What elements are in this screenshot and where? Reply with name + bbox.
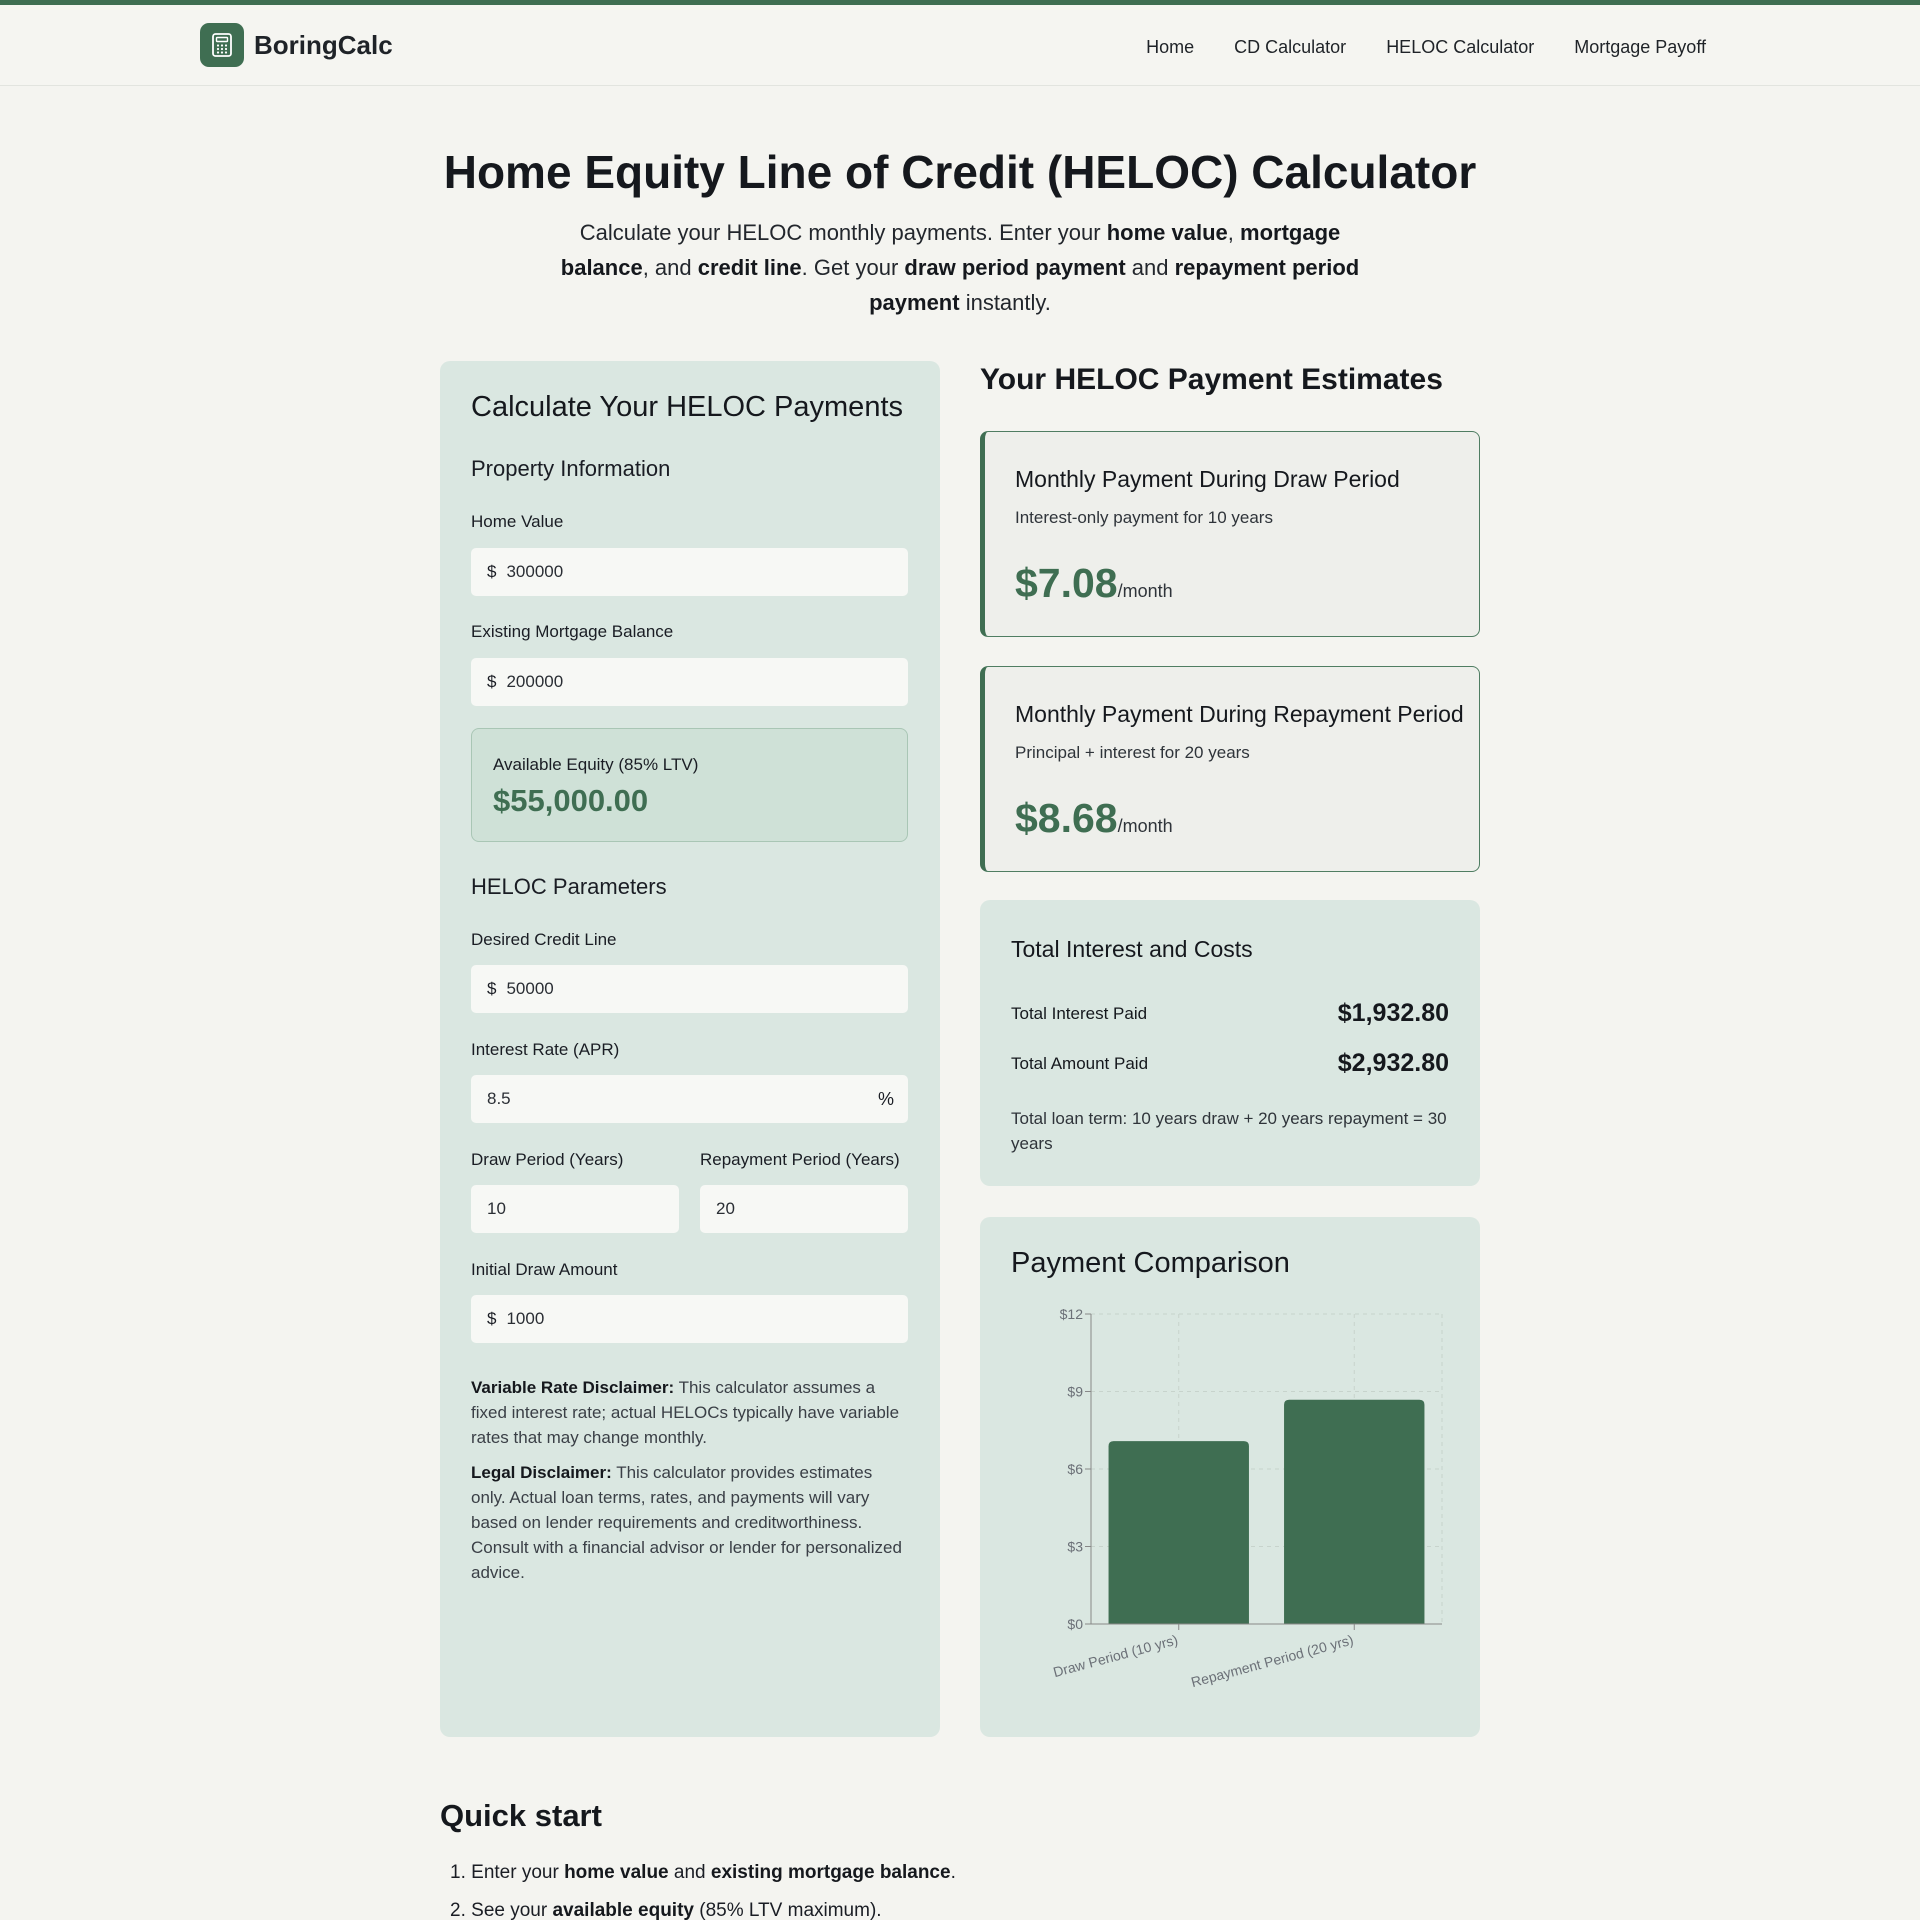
y-tick-label: $3 [1067, 1538, 1083, 1555]
list-number: 2. [450, 1900, 466, 1920]
variable-rate-disclaimer-text: This calculator assumes a fixed interest rate; actual HELOCs typically have variable rates that may change monthly. [471, 1378, 900, 1447]
legal-disclaimer [471, 1460, 911, 1585]
total-loan-term-note: Total loan term: 10 years draw + 20 years repayment = 30 years [1011, 1109, 1447, 1153]
interest-rate-input[interactable] [471, 1075, 908, 1123]
repay-payment-unit: /month [1117, 816, 1173, 836]
brand[interactable] [200, 23, 393, 67]
repayment-period-payment-card [980, 666, 1480, 872]
repay-payment-value: $8.68 [1015, 795, 1118, 841]
list-text: Enter your [471, 1862, 565, 1883]
draw-payment-subtitle: Interest-only payment for 10 years [1015, 508, 1273, 527]
credit-line-label: Desired Credit Line [471, 930, 617, 949]
nav-link-mortgage-payoff[interactable]: Mortgage Payoff [1574, 37, 1706, 57]
total-interest-label: Total Interest Paid [1011, 1003, 1148, 1023]
list-text: See your [471, 1900, 553, 1920]
available-equity-label: Available Equity (85% LTV) [493, 755, 699, 774]
home-value-label: Home Value [471, 512, 564, 531]
draw-period-payment-card [980, 431, 1480, 637]
draw-payment-unit: /month [1117, 581, 1173, 601]
available-equity-value: $55,000.00 [493, 783, 649, 818]
total-amount-row [1011, 1049, 1449, 1078]
list-text: (85% LTV maximum). [693, 1900, 882, 1920]
intro-emphasis: draw period payment [904, 255, 1126, 280]
total-interest-row [1011, 999, 1449, 1028]
calculator-icon [200, 23, 244, 67]
intro-emphasis: repayment period payment [869, 255, 1360, 315]
intro-text: and [1125, 255, 1175, 280]
repayment-period-input[interactable] [700, 1185, 908, 1233]
heloc-params-section-title: HELOC Parameters [471, 874, 667, 899]
percent-suffix: % [877, 1088, 894, 1109]
interest-rate-label: Interest Rate (APR) [471, 1040, 620, 1059]
repayment-period-label: Repayment Period (Years) [700, 1150, 900, 1169]
variable-rate-disclaimer [471, 1375, 911, 1450]
mortgage-balance-label: Existing Mortgage Balance [471, 622, 674, 641]
mortgage-balance-text: 200000 [506, 672, 564, 691]
legal-disclaimer-text: This calculator provides estimates only. Actual loan terms, rates, and payments will vary based on lender requirements and creditworthiness. Consult with a financial advisor or lender for personalized advice. [471, 1463, 902, 1582]
intro-text: , and [642, 255, 698, 280]
dollar-prefix: $ [487, 672, 497, 691]
dollar-prefix: $ [487, 979, 497, 998]
repayment-period-text: 20 [716, 1199, 735, 1218]
credit-line-input[interactable] [471, 965, 908, 1013]
total-amount-label: Total Amount Paid [1011, 1053, 1149, 1073]
x-tick-label: Draw Period (10 yrs) [1051, 1631, 1180, 1681]
dollar-prefix: $ [487, 1309, 497, 1328]
heloc-form-card [440, 361, 940, 1737]
intro-text: . Get your [801, 255, 905, 280]
payment-comparison-card [980, 1217, 1480, 1737]
repay-payment-subtitle: Principal + interest for 20 years [1015, 743, 1250, 762]
nav-link-heloc-calculator[interactable]: HELOC Calculator [1386, 37, 1535, 57]
total-interest-value: $1,932.80 [1337, 999, 1449, 1027]
initial-draw-input[interactable] [471, 1295, 908, 1343]
property-section-title: Property Information [471, 456, 671, 481]
results-title: Your HELOC Payment Estimates [980, 363, 1443, 396]
initial-draw-text: 1000 [506, 1309, 545, 1328]
legal-disclaimer-heading: Legal Disclaimer: [471, 1463, 612, 1482]
totals-title: Total Interest and Costs [1011, 936, 1253, 962]
draw-payment-amount [1015, 560, 1173, 607]
intro-emphasis: home value [1106, 220, 1228, 245]
list-number: 1. [450, 1862, 466, 1883]
quick-start-list [450, 1860, 956, 1920]
intro-text: , [1227, 220, 1241, 245]
credit-line-text: 50000 [506, 979, 554, 998]
y-tick-label: $9 [1067, 1383, 1083, 1400]
total-amount-value: $2,932.80 [1337, 1049, 1449, 1077]
chart-title: Payment Comparison [1011, 1247, 1290, 1279]
totals-card [980, 900, 1480, 1186]
payment-comparison-chart [980, 1217, 1480, 1737]
dollar-prefix: $ [487, 562, 497, 581]
home-value-text: 300000 [506, 562, 564, 581]
nav-link-home[interactable]: Home [1146, 37, 1195, 57]
nav-link-cd-calculator[interactable]: CD Calculator [1234, 37, 1347, 57]
page-title: Home Equity Line of Credit (HELOC) Calculator [443, 146, 1477, 198]
repay-payment-title: Monthly Payment During Repayment Period [1015, 701, 1464, 727]
y-tick-label: $12 [1059, 1306, 1083, 1322]
interest-rate-text: 8.5 [487, 1089, 511, 1108]
variable-rate-disclaimer-heading: Variable Rate Disclaimer: [471, 1378, 675, 1397]
mortgage-balance-input[interactable] [471, 658, 908, 706]
draw-payment-title: Monthly Payment During Draw Period [1015, 466, 1400, 492]
intro-text: Calculate your HELOC monthly payments. Enter your [579, 220, 1107, 245]
intro-text: instantly. [959, 290, 1051, 315]
y-tick-label: $0 [1067, 1616, 1083, 1632]
list-emphasis: home value [564, 1862, 669, 1883]
list-emphasis: existing mortgage balance [710, 1862, 951, 1883]
list-item [450, 1860, 956, 1898]
draw-period-input[interactable] [471, 1185, 679, 1233]
bar [1284, 1400, 1424, 1624]
draw-period-label: Draw Period (Years) [471, 1150, 624, 1169]
list-text: and [668, 1862, 711, 1883]
available-equity-box [471, 728, 908, 842]
repay-payment-amount [1015, 795, 1173, 842]
page-intro [545, 215, 1375, 320]
intro-emphasis: credit line [697, 255, 802, 280]
initial-draw-label: Initial Draw Amount [471, 1260, 618, 1279]
main-nav [1146, 37, 1706, 58]
draw-period-text: 10 [487, 1199, 506, 1218]
form-title: Calculate Your HELOC Payments [471, 391, 903, 423]
y-tick-label: $6 [1067, 1461, 1083, 1477]
brand-name: BoringCalc [254, 29, 393, 60]
list-text: . [950, 1862, 956, 1883]
draw-payment-value: $7.08 [1015, 560, 1118, 606]
home-value-input[interactable] [471, 548, 908, 596]
bar [1109, 1441, 1249, 1624]
quick-start-title: Quick start [440, 1798, 602, 1833]
x-tick-label: Repayment Period (20 yrs) [1189, 1631, 1356, 1691]
list-item [450, 1898, 956, 1920]
intro-emphasis: mortgage balance [560, 220, 1341, 280]
list-emphasis: available equity [552, 1900, 694, 1920]
site-header [0, 5, 1920, 86]
